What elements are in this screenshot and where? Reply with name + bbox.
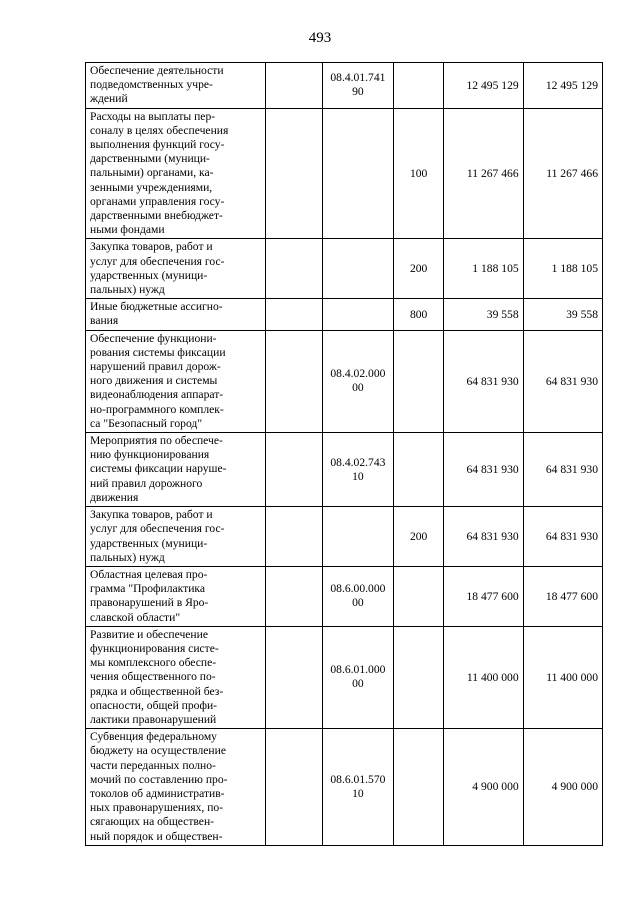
row-sum-1: 64 831 930 xyxy=(444,433,523,507)
row-code xyxy=(322,299,393,330)
empty-cell xyxy=(266,566,323,626)
row-type xyxy=(393,626,443,728)
row-sum-2: 12 495 129 xyxy=(523,63,602,109)
row-sum-1: 11 400 000 xyxy=(444,626,523,728)
row-code: 08.6.01.000 00 xyxy=(322,626,393,728)
empty-cell xyxy=(266,626,323,728)
table-row xyxy=(86,433,603,507)
row-code: 08.4.02.743 10 xyxy=(322,433,393,507)
empty-cell xyxy=(266,108,323,239)
table-row xyxy=(86,626,603,728)
row-name: Иные бюджетные ассигно- вания xyxy=(86,299,266,330)
table-row xyxy=(86,507,603,567)
row-sum-1: 39 558 xyxy=(444,299,523,330)
row-name: Субвенция федеральному бюджету на осуществление части переданных полно- мочий по составлению про- токолов об административ- ных правонарушениях, по- сягающих на обществен- ный порядок и обществен- xyxy=(86,729,266,846)
budget-table xyxy=(85,62,603,846)
row-name: Закупка товаров, работ и услуг для обеспечения гос- ударственных (муници- пальных) нужд xyxy=(86,507,266,567)
empty-cell xyxy=(266,63,323,109)
row-sum-2: 64 831 930 xyxy=(523,330,602,432)
row-sum-1: 4 900 000 xyxy=(444,729,523,846)
table-row xyxy=(86,63,603,109)
row-code xyxy=(322,108,393,239)
empty-cell xyxy=(266,433,323,507)
row-type: 100 xyxy=(393,108,443,239)
row-sum-2: 18 477 600 xyxy=(523,566,602,626)
table-row xyxy=(86,729,603,846)
row-type xyxy=(393,566,443,626)
row-type xyxy=(393,330,443,432)
row-code: 08.6.00.000 00 xyxy=(322,566,393,626)
row-name: Закупка товаров, работ и услуг для обеспечения гос- ударственных (муници- пальных) нужд xyxy=(86,239,266,299)
row-sum-2: 64 831 930 xyxy=(523,433,602,507)
row-type: 200 xyxy=(393,507,443,567)
row-type: 800 xyxy=(393,299,443,330)
empty-cell xyxy=(266,299,323,330)
table-row xyxy=(86,239,603,299)
row-sum-2: 1 188 105 xyxy=(523,239,602,299)
row-sum-1: 11 267 466 xyxy=(444,108,523,239)
row-name: Мероприятия по обеспече- нию функционирования системы фиксации наруше- ний правил дорожного движения xyxy=(86,433,266,507)
empty-cell xyxy=(266,729,323,846)
page-number: 493 xyxy=(308,30,332,46)
row-name: Обеспечение функциони- рования системы фиксации нарушений правил дорож- ного движения и системы видеонаблюдения аппарат- но-программного комплек- са "Безопасный город" xyxy=(86,330,266,432)
row-sum-1: 64 831 930 xyxy=(444,507,523,567)
table-row xyxy=(86,299,603,330)
row-code: 08.6.01.570 10 xyxy=(322,729,393,846)
row-sum-1: 12 495 129 xyxy=(444,63,523,109)
table-row xyxy=(86,108,603,239)
table-row xyxy=(86,330,603,432)
row-sum-1: 1 188 105 xyxy=(444,239,523,299)
empty-cell xyxy=(266,507,323,567)
row-name: Областная целевая про- грамма "Профилактика правонарушений в Яро- славской области" xyxy=(86,566,266,626)
row-sum-1: 64 831 930 xyxy=(444,330,523,432)
row-type: 200 xyxy=(393,239,443,299)
empty-cell xyxy=(266,330,323,432)
row-type xyxy=(393,63,443,109)
table-row xyxy=(86,566,603,626)
row-sum-2: 11 267 466 xyxy=(523,108,602,239)
row-code xyxy=(322,239,393,299)
row-sum-2: 39 558 xyxy=(523,299,602,330)
row-name: Развитие и обеспечение функционирования систе- мы комплексного обеспе- чения общественного по- рядка и общественной без- опасности, общей профи- лактики правонарушений xyxy=(86,626,266,728)
row-code: 08.4.01.741 90 xyxy=(322,63,393,109)
row-code: 08.4.02.000 00 xyxy=(322,330,393,432)
row-code xyxy=(322,507,393,567)
row-sum-2: 4 900 000 xyxy=(523,729,602,846)
row-name: Расходы на выплаты пер- соналу в целях обеспечения выполнения функций госу- дарственными (муници- пальными) органами, ка- зенными учреждениями, органами управления госу- дарственными внебюджет- ными фондами xyxy=(86,108,266,239)
row-type xyxy=(393,729,443,846)
row-name: Обеспечение деятельности подведомственных учре- ждений xyxy=(86,63,266,109)
row-type xyxy=(393,433,443,507)
row-sum-2: 64 831 930 xyxy=(523,507,602,567)
row-sum-2: 11 400 000 xyxy=(523,626,602,728)
empty-cell xyxy=(266,239,323,299)
row-sum-1: 18 477 600 xyxy=(444,566,523,626)
